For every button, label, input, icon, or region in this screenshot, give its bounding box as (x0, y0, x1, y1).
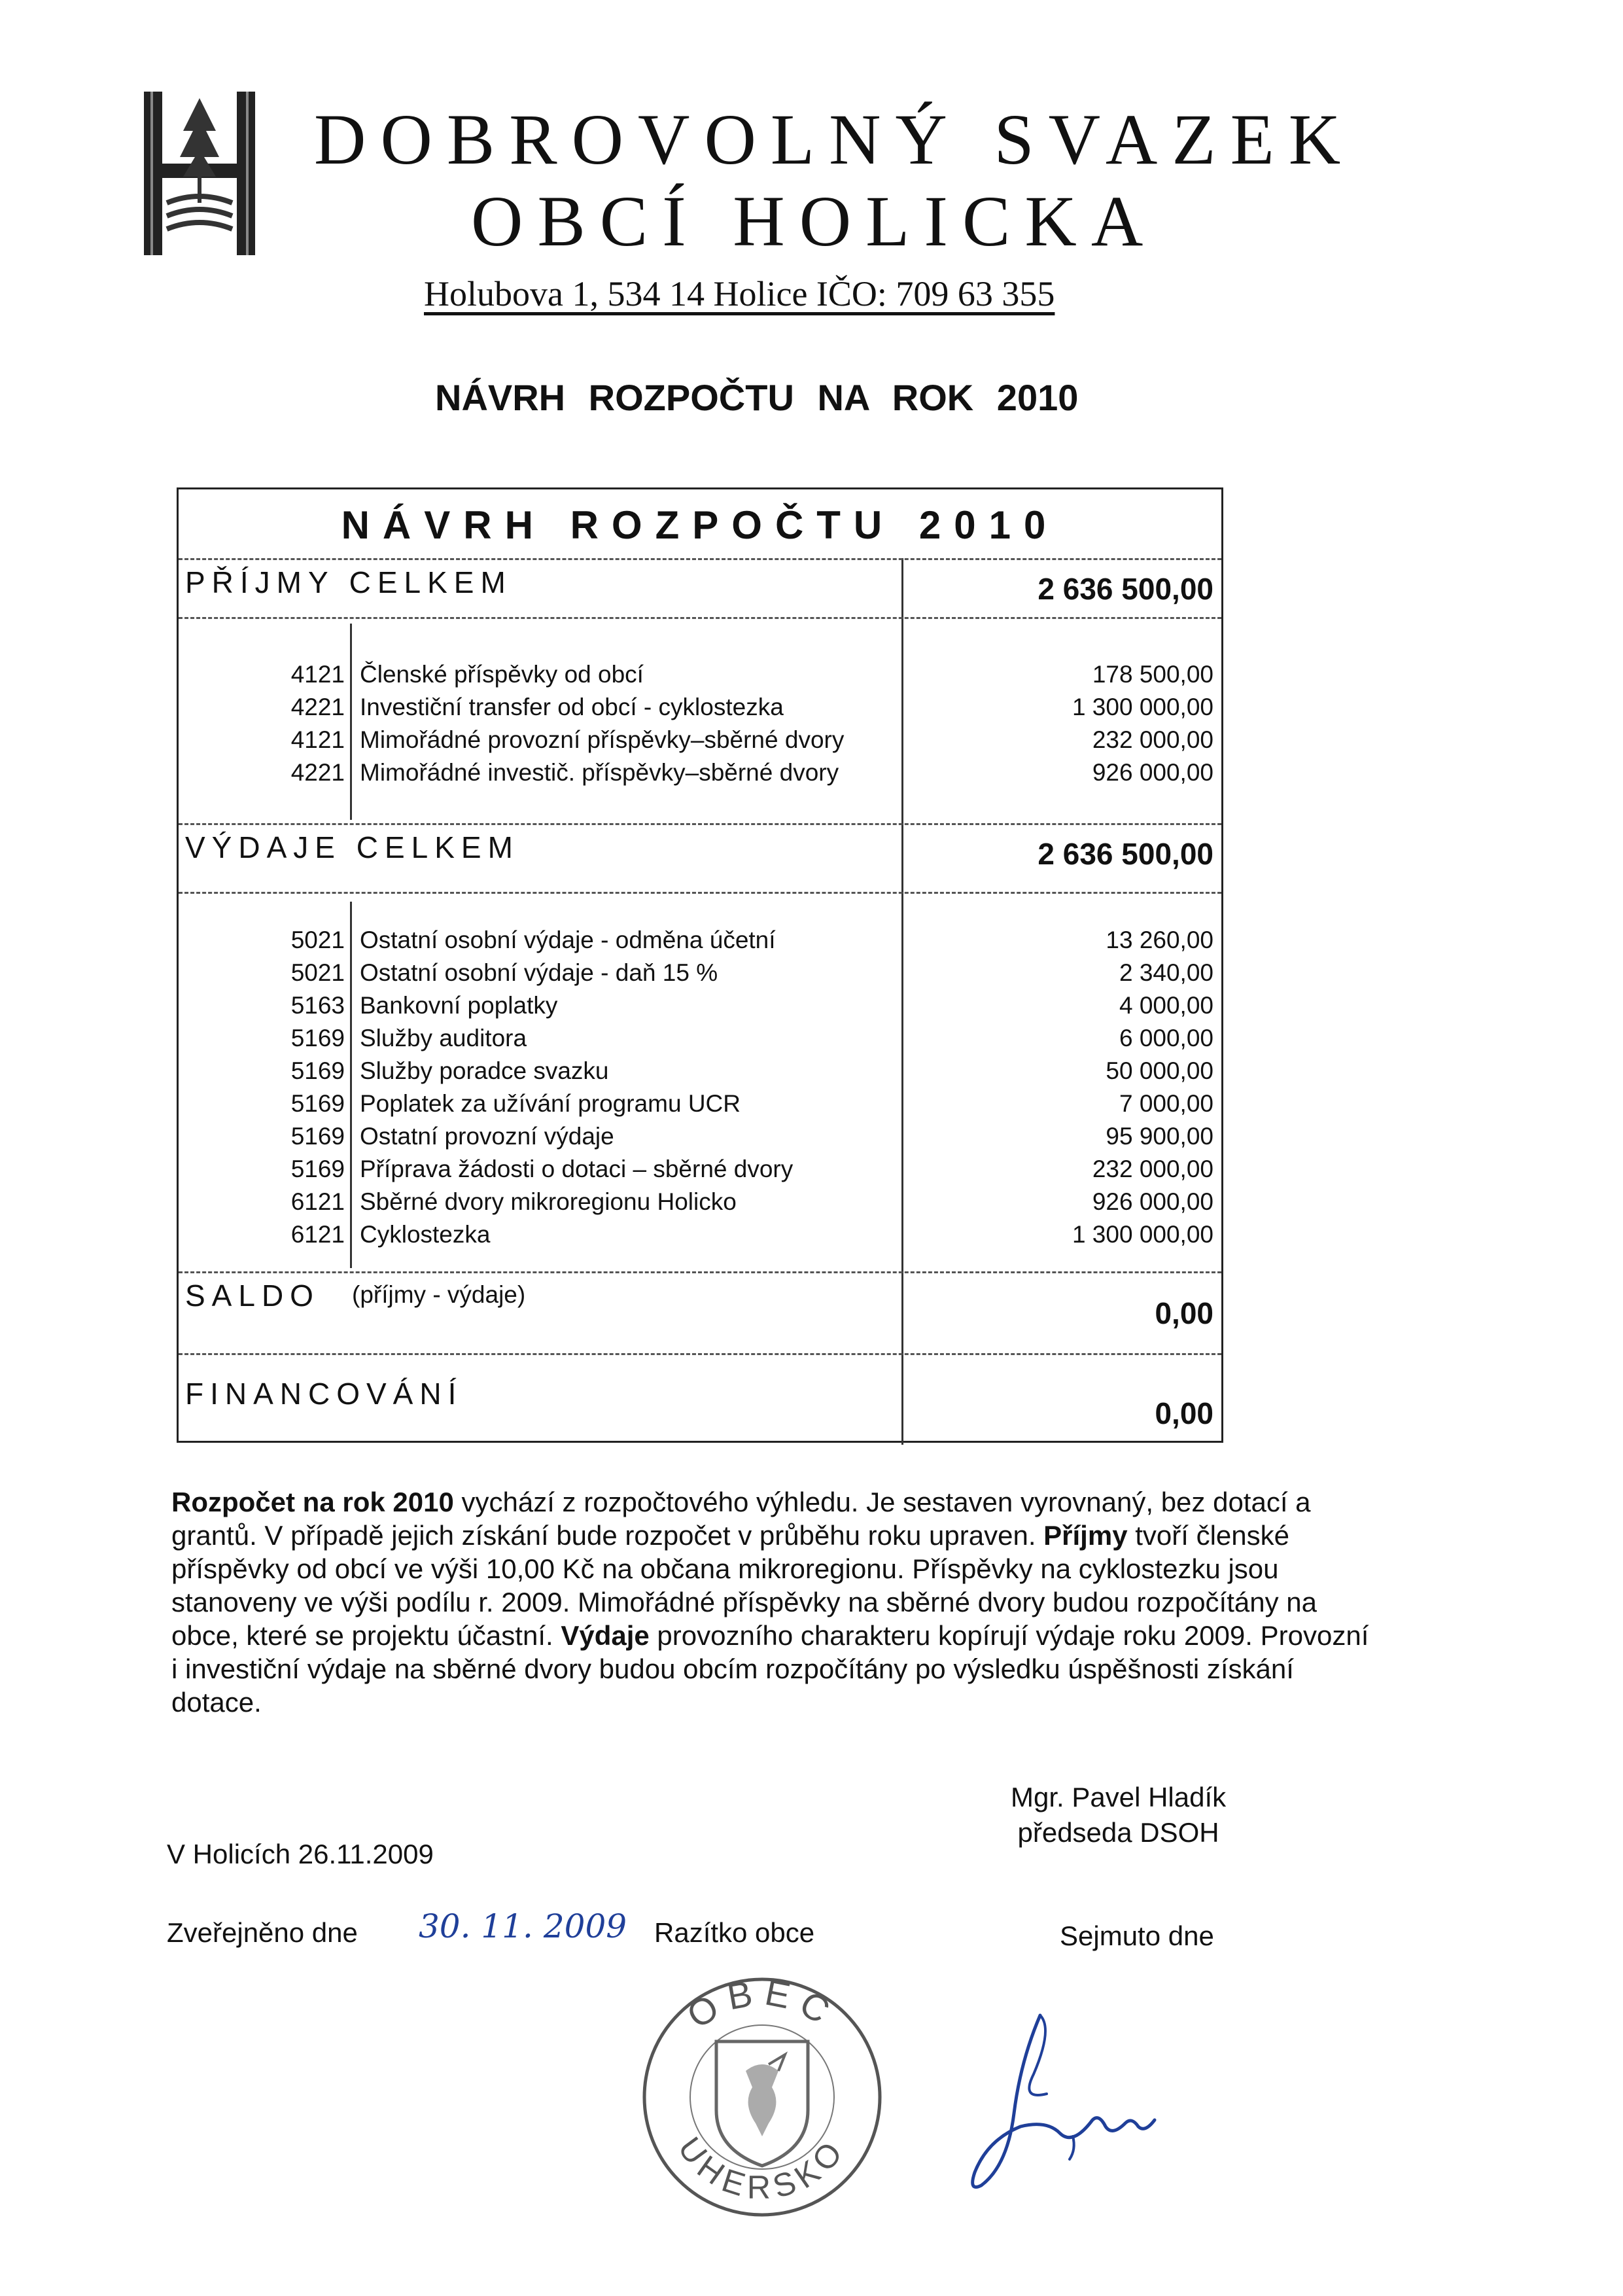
table-row: 6121 Cyklostezka 1 300 000,00 (290, 1221, 1213, 1248)
saldo-label: SALDO (185, 1279, 320, 1313)
expenses-label: VÝDAJE CELKEM (185, 830, 519, 864)
table-row: 5021 Ostatní osobní výdaje - odměna účetní 13 260,00 (290, 927, 1213, 953)
svg-text:OBEC: OBEC (679, 1973, 845, 2037)
table-row: 5169 Poplatek za užívání programu UCR 7 000,00 (290, 1090, 1213, 1117)
budget-table (177, 487, 1223, 1443)
organization-address: Holubova 1, 534 14 Holice IČO: 709 63 355 (424, 274, 1055, 313)
financing-value: 0,00 (1155, 1396, 1213, 1430)
svg-text:UHERSKO: UHERSKO (671, 2130, 854, 2206)
table-row: 5169 Služby poradce svazku 50 000,00 (290, 1057, 1213, 1084)
income-total: 2 636 500,00 (1038, 572, 1213, 606)
table-title: NÁVRH ROZPOČTU 2010 (341, 503, 1059, 547)
table-row: 4121 Mimořádné provozní příspěvky–sběrné dvory 232 000,00 (290, 726, 1213, 753)
published-date-handwritten: 30. 11. 2009 (419, 1907, 627, 1945)
signer-role: předseda DSOH (1017, 1817, 1219, 1848)
handwritten-signature (942, 2002, 1164, 2199)
document-title: NÁVRH ROZPOČTU NA ROK 2010 (435, 377, 1079, 418)
explanation-paragraph: Rozpočet na rok 2010 vychází z rozpočtového výhledu. Je sestaven vyrovnaný, bez dotací a grantů. V případě jejich získání bude rozpočet v průběhu roku upraven. Příjmy tvoří členské příspěvky od obcí ve výši 10,00 Kč na občana mikroregionu. Příspěvky na cyklostezku jsou stanoveny ve výši podílu r. 2009. Mimořádné příspěvky na sběrné dvory budou rozpočítány na obce, které se projektu účastní. Výdaje provozního charakteru kopírují výdaje roku 2009. Provozní i investiční výdaje na sběrné dvory budou obcím rozpočítány po výsledku úspěšnosti získání dotace. (171, 1487, 1369, 1718)
published-label: Zveřejněno dne (167, 1917, 358, 1948)
table-row: 5163 Bankovní poplatky 4 000,00 (290, 992, 1213, 1019)
financing-label: FINANCOVÁNÍ (185, 1377, 463, 1411)
table-row: 5169 Příprava žádosti o dotaci – sběrné dvory 232 000,00 (290, 1156, 1213, 1182)
signer-name: Mgr. Pavel Hladík (1011, 1782, 1227, 1812)
table-row: 5021 Ostatní osobní výdaje - daň 15 % 2 340,00 (290, 959, 1213, 986)
organization-logo (144, 92, 255, 255)
organization-name-line2: OBCÍ HOLICKA (471, 181, 1158, 261)
removed-label: Sejmuto dne (1060, 1920, 1214, 1951)
income-label: PŘÍJMY CELKEM (185, 565, 512, 599)
table-row: 6121 Sběrné dvory mikroregionu Holicko 926 000,00 (290, 1188, 1213, 1215)
table-row: 4221 Mimořádné investič. příspěvky–sběrné dvory 926 000,00 (290, 759, 1213, 786)
table-row: 4221 Investiční transfer od obcí - cyklostezka 1 300 000,00 (290, 694, 1213, 720)
table-row: 5169 Ostatní provozní výdaje 95 900,00 (290, 1123, 1213, 1150)
signer-block (1011, 1780, 1226, 1850)
saldo-value: 0,00 (1155, 1296, 1213, 1330)
organization-name-line1: DOBROVOLNÝ SVAZEK (314, 99, 1355, 179)
table-row: 5169 Služby auditora 6 000,00 (290, 1025, 1213, 1051)
saldo-note: (příjmy - výdaje) (352, 1281, 526, 1308)
place-and-date: V Holicích 26.11.2009 (167, 1839, 434, 1869)
municipal-stamp (638, 1973, 886, 2221)
table-row: 4121 Členské příspěvky od obcí 178 500,00 (290, 661, 1213, 688)
stamp-label: Razítko obce (654, 1917, 815, 1948)
expenses-total: 2 636 500,00 (1038, 837, 1213, 871)
